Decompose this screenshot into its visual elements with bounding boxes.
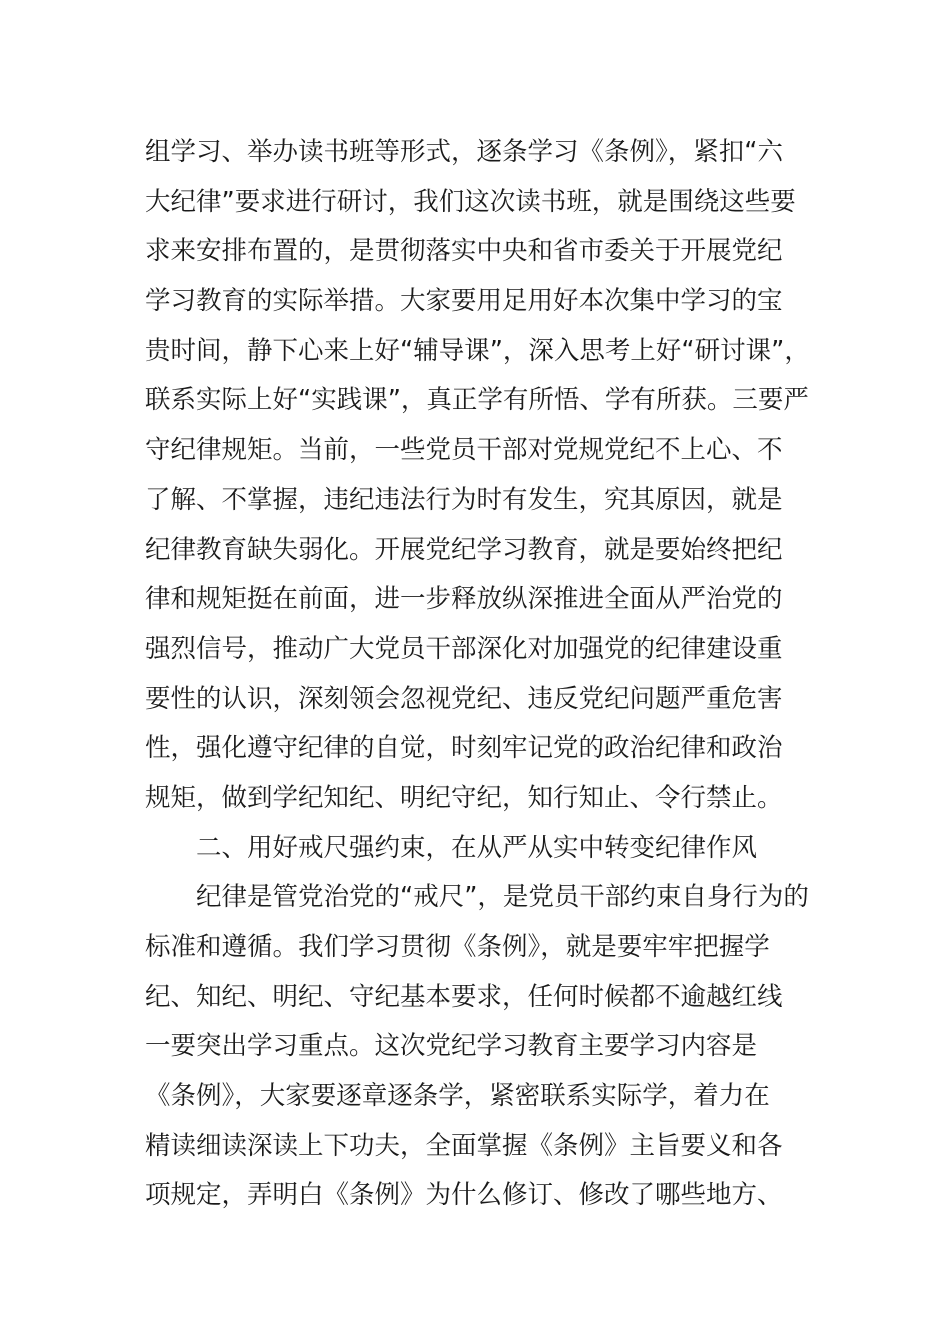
text-line: 纪、知纪、明纪、守纪基本要求，任何时候都不逾越红线 (145, 981, 783, 1012)
text-line: 精读细读深读上下功夫，全面掌握《条例》主旨要义和各 (145, 1130, 783, 1161)
text-line: 学习教育的实际举措。大家要用足用好本次集中学习的宝 (145, 286, 783, 317)
body-text (145, 128, 810, 1221)
text-line: 规矩，做到学纪知纪、明纪守纪，知行知止、令行禁止。 (145, 782, 783, 813)
text-line: 守纪律规矩。当前，一些党员干部对党规党纪不上心、不 (145, 435, 783, 466)
section-heading: 二、用好戒尺强约束，在从严从实中转变纪律作风 (196, 832, 758, 863)
text-line: 求来安排布置的，是贯彻落实中央和省市委关于开展党纪 (145, 236, 783, 267)
text-line: 一要突出学习重点。这次党纪学习教育主要学习内容是 (145, 1031, 758, 1062)
text-line: 性，强化遵守纪律的自觉，时刻牢记党的政治纪律和政治 (145, 733, 783, 764)
text-line: 强烈信号，推动广大党员干部深化对加强党的纪律建设重 (145, 633, 783, 664)
text-line: 大纪律”要求进行研讨，我们这次读书班，就是围绕这些要 (145, 186, 796, 217)
text-line: 联系实际上好“实践课”，真正学有所悟、学有所获。三要严 (145, 385, 809, 416)
text-line: 律和规矩挺在前面，进一步释放纵深推进全面从严治党的 (145, 584, 783, 615)
text-line: 项规定，弄明白《条例》为什么修订、修改了哪些地方、 (145, 1180, 783, 1211)
text-line: 要性的认识，深刻领会忽视党纪、违反党纪问题严重危害 (145, 683, 783, 714)
text-line: 贵时间，静下心来上好“辅导课”，深入思考上好“研讨课”， (145, 335, 810, 366)
text-line: 标准和遵循。我们学习贯彻《条例》，就是要牢牢把握学 (145, 932, 770, 962)
text-line: 《条例》，大家要逐章逐条学，紧密联系实际学，着力在 (145, 1081, 770, 1112)
text-line: 组学习、举办读书班等形式，逐条学习《条例》，紧扣“六 (145, 137, 783, 167)
text-line: 纪律教育缺失弱化。开展党纪学习教育，就是要始终把纪 (145, 534, 783, 565)
text-line: 了解、不掌握，违纪违法行为时有发生，究其原因，就是 (145, 484, 783, 515)
paragraph-start: 纪律是管党治党的“戒尺”，是党员干部约束自身行为的 (196, 882, 809, 913)
